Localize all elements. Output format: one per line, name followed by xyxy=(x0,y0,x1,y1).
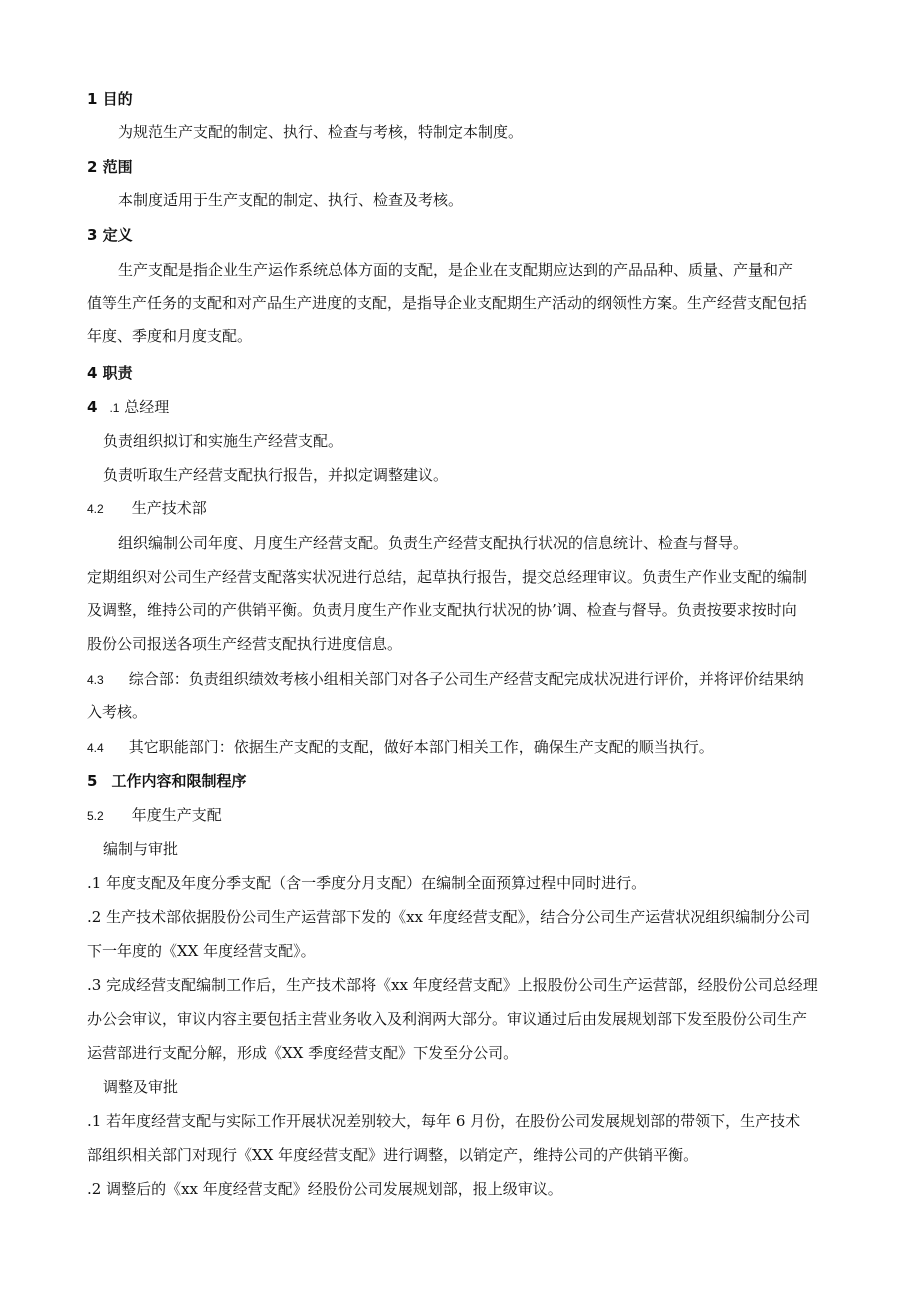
subsection-4-4-line: 4.4 其它职能部门：依据生产支配的支配，做好本部门相关工作，确保生产支配的顺当执行。 xyxy=(87,738,714,756)
adjust-line: .2 调整后的《xx 年度经营支配》经股份公司发展规划部，报上级审议。 xyxy=(87,1180,563,1198)
compile-heading: 编制与审批 xyxy=(103,840,179,858)
subsection-5-2-heading: 5.2 年度生产支配 xyxy=(87,806,222,824)
adjust-heading: 调整及审批 xyxy=(103,1078,179,1096)
compile-line: 办公会审议，审议内容主要包括主营业务收入及利润两大部分。审议通过后由发展规划部下发至股份公司生产 xyxy=(87,1010,808,1028)
section-1-heading: 1 目的 xyxy=(87,90,133,108)
section-2-body: 本制度适用于生产支配的制定、执行、检查及考核。 xyxy=(118,191,464,209)
section-3-line: 值等生产任务的支配和对产品生产进度的支配，是指导企业支配期生产活动的纲领性方案。生产经营支配包括 xyxy=(87,294,808,312)
section-3-line: 年度、季度和月度支配。 xyxy=(87,327,253,345)
compile-line: .3 完成经营支配编制工作后，生产技术部将《xx 年度经营支配》上报股份公司生产运营部，经股份公司总经理 xyxy=(87,976,818,994)
compile-line: 运营部进行支配分解，形成《XX 季度经营支配》下发至分公司。 xyxy=(87,1044,519,1062)
section-5-heading: 5 工作内容和限制程序 xyxy=(87,772,247,790)
subsection-4-2-line: 股份公司报送各项生产经营支配执行进度信息。 xyxy=(87,635,403,653)
section-2-heading: 2 范围 xyxy=(87,158,133,176)
adjust-line: 部组织相关部门对现行《XX 年度经营支配》进行调整，以销定产，维持公司的产供销平衡。 xyxy=(87,1146,699,1164)
subsection-4-1-line: 负责听取生产经营支配执行报告，并拟定调整建议。 xyxy=(103,466,449,484)
adjust-line: .1 若年度经营支配与实际工作开展状况差别较大，每年 6 月份，在股份公司发展规划部的带领下，生产技术 xyxy=(87,1112,801,1130)
section-4-heading: 4 职责 xyxy=(87,364,133,382)
subsection-4-2-heading: 4.2 生产技术部 xyxy=(87,499,207,517)
subsection-4-3-line: 4.3 综合部：负责组织绩效考核小组相关部门对各子公司生产经营支配完成状况进行评价，并将评价结果纳 xyxy=(87,670,804,688)
section-3-line: 生产支配是指企业生产运作系统总体方面的支配，是企业在支配期应达到的产品品种、质量、产量和产 xyxy=(118,261,794,279)
subsection-4-1-heading: 4 .1 总经理 xyxy=(87,398,170,416)
compile-line: .1 年度支配及年度分季支配（含一季度分月支配）在编制全面预算过程中同时进行。 xyxy=(87,874,647,892)
section-1-body: 为规范生产支配的制定、执行、检查与考核，特制定本制度。 xyxy=(118,123,524,141)
subsection-4-2-line: 组织编制公司年度、月度生产经营支配。负责生产经营支配执行状况的信息统计、检查与督导。 xyxy=(118,534,749,552)
section-3-heading: 3 定义 xyxy=(87,226,133,244)
subsection-4-1-line: 负责组织拟订和实施生产经营支配。 xyxy=(103,432,344,450)
subsection-4-3-line: 入考核。 xyxy=(87,703,148,721)
subsection-4-2-line: 及调整，维持公司的产供销平衡。负责月度生产作业支配执行状况的协’调、检查与督导。负责按要求按时向 xyxy=(87,601,797,619)
compile-line: .2 生产技术部依据股份公司生产运营部下发的《xx 年度经营支配》，结合分公司生产运营状况组织编制分公司 xyxy=(87,908,811,926)
compile-line: 下一年度的《XX 年度经营支配》。 xyxy=(87,942,316,960)
subsection-4-2-line: 定期组织对公司生产经营支配落实状况进行总结，起草执行报告，提交总经理审议。负责生产作业支配的编制 xyxy=(87,568,808,586)
